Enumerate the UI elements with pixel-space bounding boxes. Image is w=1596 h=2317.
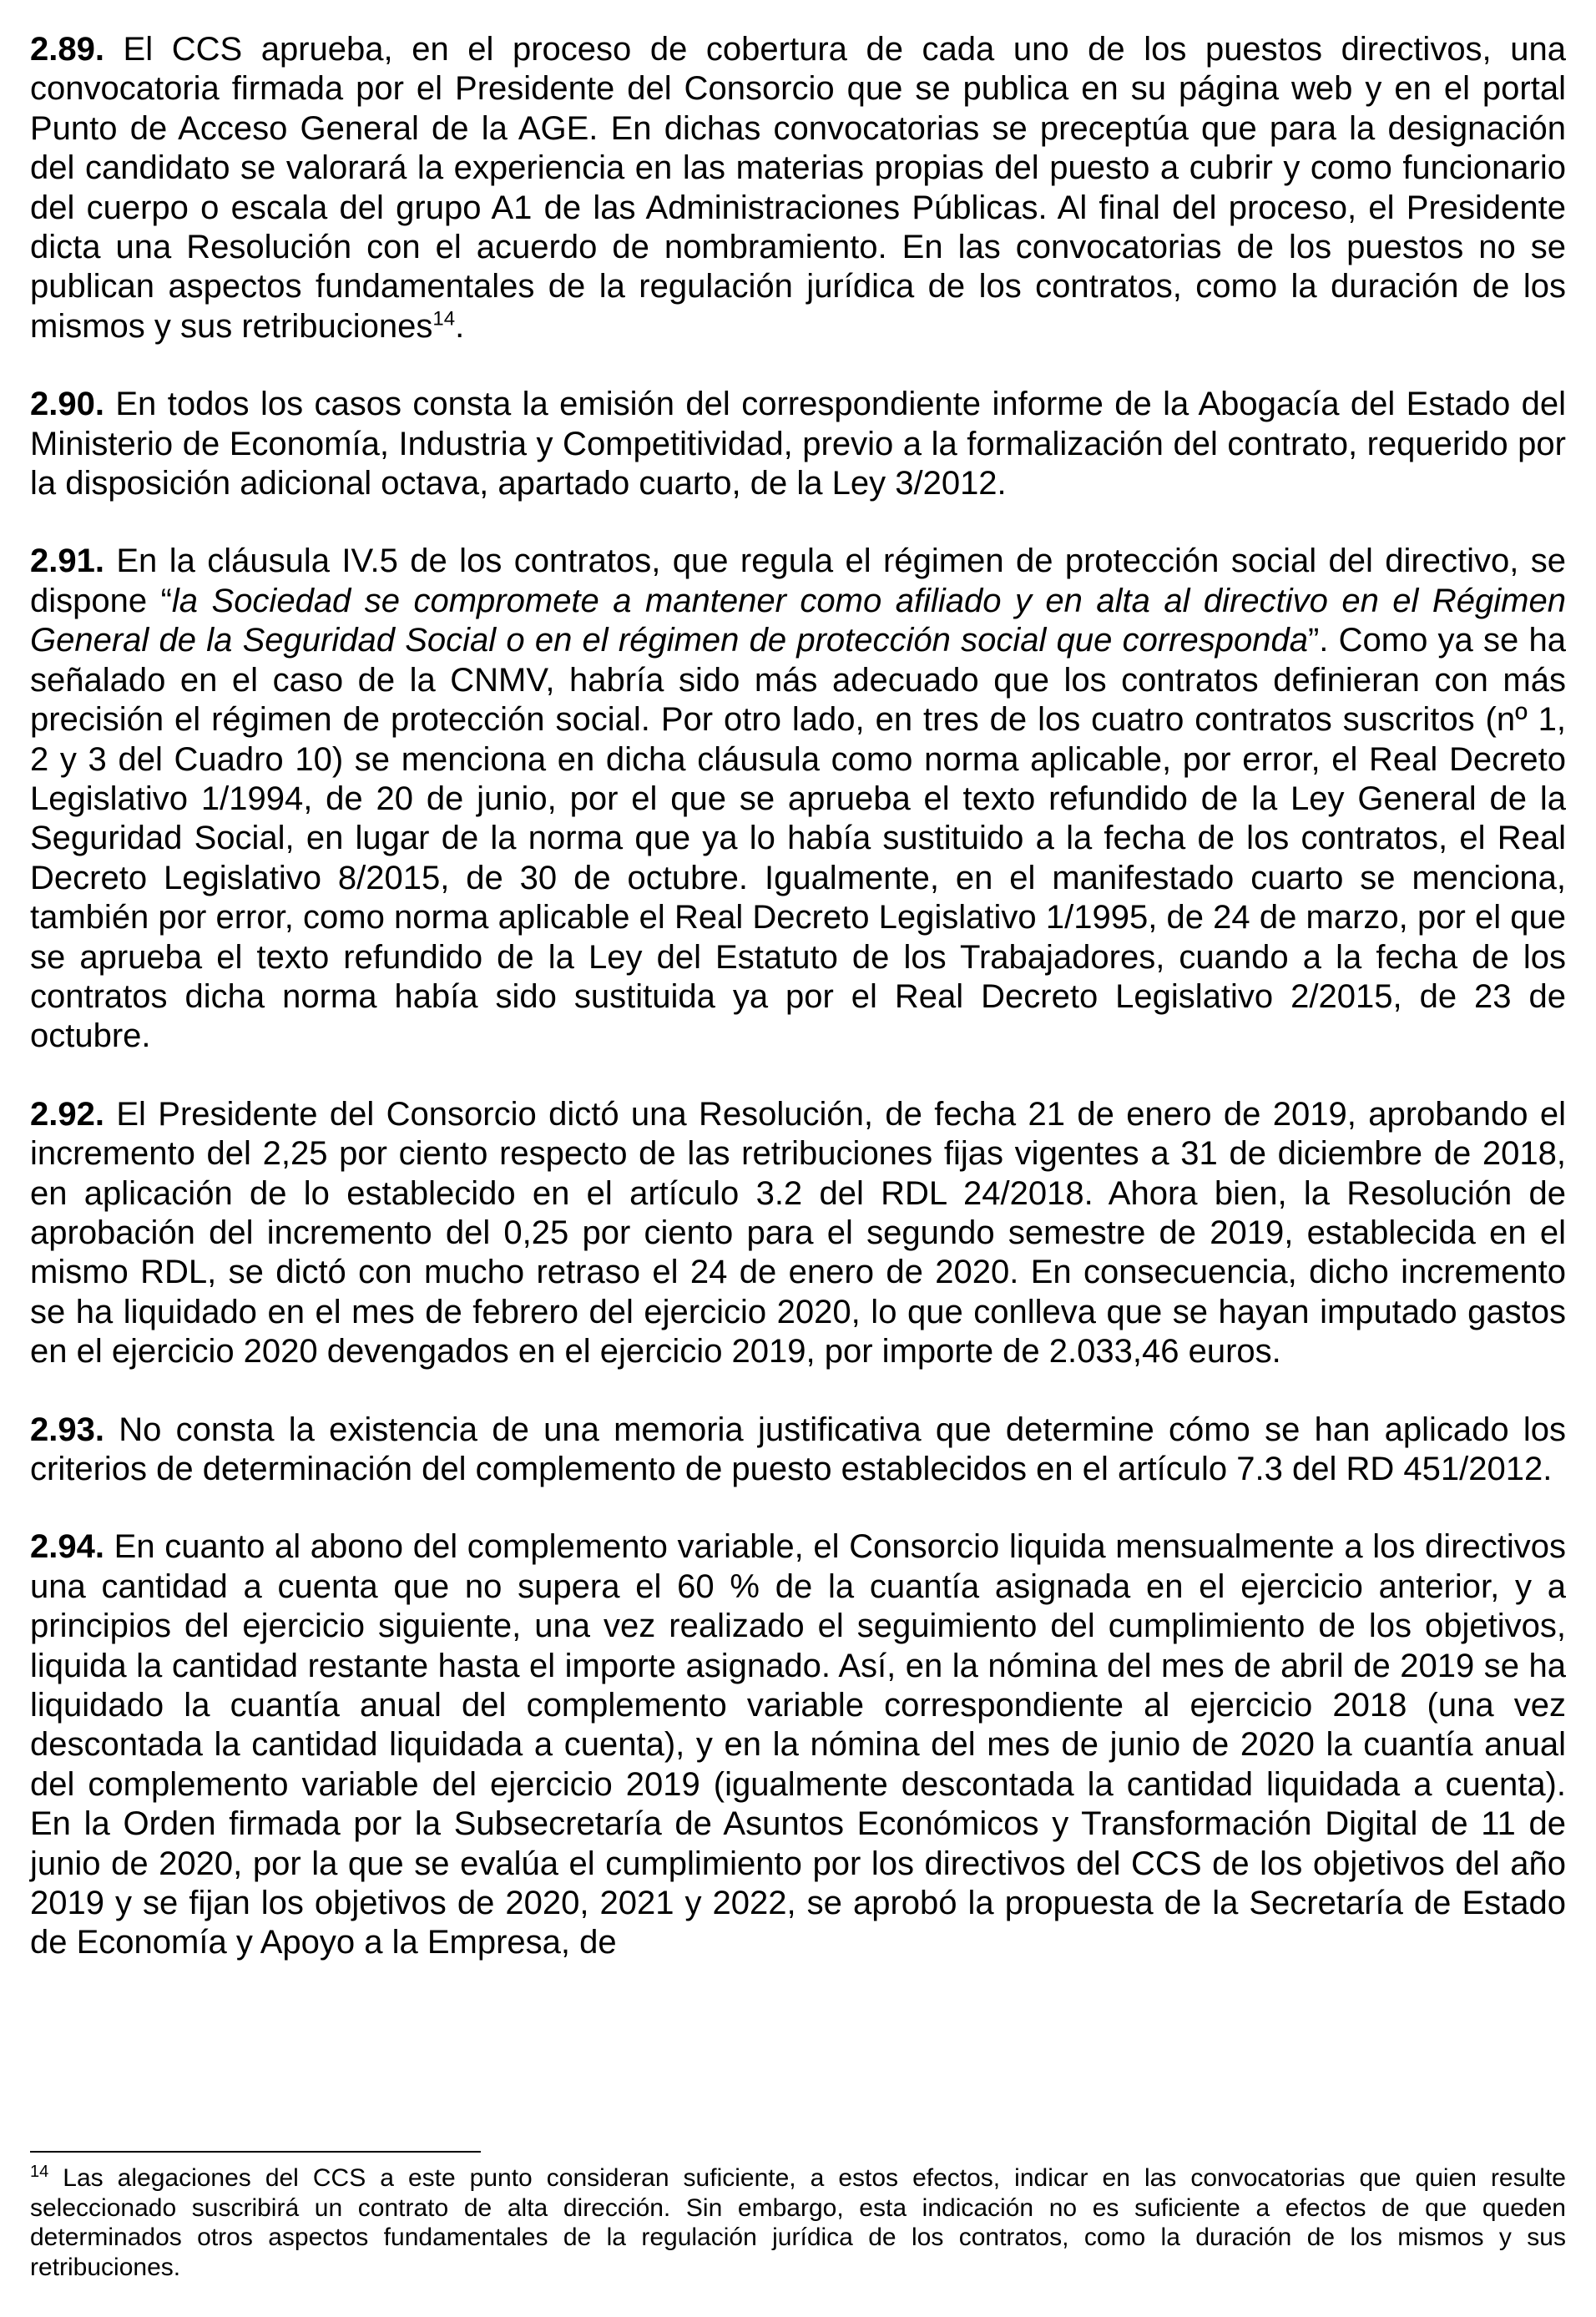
paragraph-number: 2.90. [30,386,104,423]
paragraph-text: No consta la existencia de una memoria justificativa que determine cómo se han aplicado los criterios de determinación del complemento de puesto establecidos en el artículo 7.3 del RD 451/2012. [30,1411,1566,1487]
paragraph-2-89 [30,30,1566,346]
paragraph-text: El Presidente del Consorcio dictó una Resolución, de fecha 21 de enero de 2019, aprobando el incremento del 2,25 por ciento respecto de las retribuciones fijas vigentes a 31 de diciembre de 2018, en aplicación de lo establecido en el artículo 3.2 del RDL 24/2018. Ahora bien, la Resolución de aprobación del incremento del 0,25 por ciento para el segundo semestre de 2019, establecida en el mismo RDL, se dictó con mucho retraso el 24 de enero de 2020. En consecuencia, dicho incremento se ha liquidado en el mes de febrero del ejercicio 2020, lo que conlleva que se hayan imputado gastos en el ejercicio 2020 devengados en el ejercicio 2019, por importe de 2.033,46 euros. [30,1095,1566,1371]
document-body [30,30,1566,2002]
footnote-14 [30,2163,1566,2282]
footnote-reference[interactable]: 14 [432,307,456,331]
paragraph-text: El CCS aprueba, en el proceso de cobertura de cada uno de los puestos directivos, una convocatoria firmada por el Presidente del Consorcio que se publica en su página web y en el portal Punto de Acceso General de la AGE. En dichas convocatorias se preceptúa que para la designación del candidato se valorará la experiencia en las materias propias del puesto a cubrir y como funcionario del cuerpo o escala del grupo A1 de las Administraciones Públicas. Al final del proceso, el Presidente dicta una Resolución con el acuerdo de nombramiento. En las convocatorias de los puestos no se publican aspectos fundamentales de la regulación jurídica de los contratos, como la duración de los mismos y sus retribuciones [30,31,1566,345]
paragraph-text: En la cláusula IV.5 de los contratos, que regula el régimen de protección social del directivo, se dispone “ [30,543,1566,619]
footnote-number: 14 [30,2163,49,2181]
paragraph-number: 2.93. [30,1411,104,1448]
paragraph-number: 2.89. [30,31,104,68]
paragraph-2-94 [30,1527,1566,1962]
paragraph-text-end: ”. Como ya se ha señalado en el caso de la CNMV, habría sido más adecuado que los contratos definieran con más precisión el régimen de protección social. Por otro lado, en tres de los cuatro contratos suscritos (nº 1, 2 y 3 del Cuadro 10) se menciona en dicha cláusula como norma aplicable, por error, el Real Decreto Legislativo 1/1994, de 20 de junio, por el que se aprueba el texto refundido de la Ley General de la Seguridad Social, en lugar de la norma que ya lo había sustituido a la fecha de los contratos, el Real Decreto Legislativo 8/2015, de 30 de octubre. Igualmente, en el manifestado cuarto se menciona, también por error, como norma aplicable el Real Decreto Legislativo 1/1995, de 24 de marzo, por el que se aprueba el texto refundido de la Ley del Estatuto de los Trabajadores, cuando a la fecha de los contratos dicha norma había sido sustituida ya por el Real Decreto Legislativo 2/2015, de 23 de octubre. [30,622,1566,1055]
paragraph-number: 2.94. [30,1528,104,1566]
paragraph-2-90 [30,385,1566,503]
paragraph-2-93 [30,1411,1566,1490]
paragraph-number: 2.92. [30,1095,104,1133]
paragraph-2-91 [30,542,1566,1056]
paragraph-number: 2.91. [30,543,104,580]
paragraph-2-92 [30,1095,1566,1372]
paragraph-text-end: . [455,307,465,345]
footnote-text: Las alegaciones del CCS a este punto consideran suficiente, a estos efectos, indicar en las convocatorias que quien resulte seleccionado suscribirá un contrato de alta dirección. Sin embargo, esta indicación no es suficiente a efectos de que queden determinados otros aspectos fundamentales de la regulación jurídica de los contratos, como la duración de los mismos y sus retribuciones. [30,2164,1566,2281]
paragraph-text: En todos los casos consta la emisión del correspondiente informe de la Abogacía del Estado del Ministerio de Economía, Industria y Competitividad, previo a la formalización del contrato, requerido por la disposición adicional octava, apartado cuarto, de la Ley 3/2012. [30,386,1566,502]
paragraph-text: En cuanto al abono del complemento variable, el Consorcio liquida mensualmente a los directivos una cantidad a cuenta que no supera el 60 % de la cuantía asignada en el ejercicio anterior, y a principios del ejercicio siguiente, una vez realizado el seguimiento del cumplimiento de los objetivos, liquida la cantidad restante hasta el importe asignado. Así, en la nómina del mes de abril de 2019 se ha liquidado la cuantía anual del complemento variable correspondiente al ejercicio 2018 (una vez descontada la cantidad liquidada a cuenta), y en la nómina del mes de junio de 2020 la cuantía anual del complemento variable del ejercicio 2019 (igualmente descontada la cantidad liquidada a cuenta). En la Orden firmada por la Subsecretaría de Asuntos Económicos y Transformación Digital de 11 de junio de 2020, por la que se evalúa el cumplimiento por los directivos del CCS de los objetivos del año 2019 y se fijan los objetivos de 2020, 2021 y 2022, se aprobó la propuesta de la Secretaría de Estado de Economía y Apoyo a la Empresa, de [30,1528,1566,1961]
quoted-clause: la Sociedad se compromete a mantener como afiliado y en alta al directivo en el Régimen General de la Seguridad Social o en el régimen de protección social que corresponda [30,582,1566,659]
footnote-separator [30,2151,481,2153]
